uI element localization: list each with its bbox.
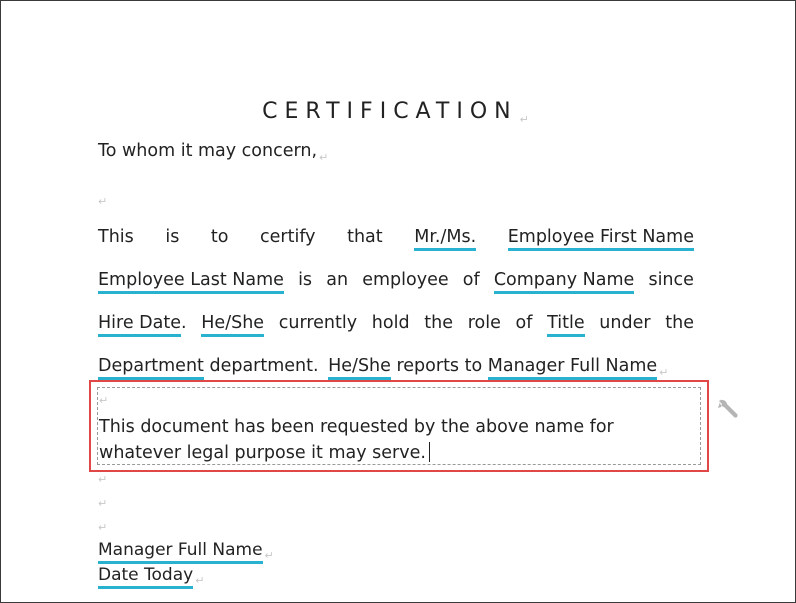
empty-paragraph-mark-icon: ↵ — [98, 195, 108, 208]
word: role — [467, 313, 501, 333]
word: hold — [371, 313, 410, 333]
word: that — [347, 227, 383, 247]
wrench-icon[interactable] — [715, 396, 741, 422]
salutation-field[interactable]: Mr./Ms. — [414, 227, 476, 251]
word: This — [98, 227, 134, 247]
text-cursor — [429, 442, 430, 462]
reports-to-text: reports to — [390, 356, 488, 376]
word: to — [210, 227, 229, 247]
word: since — [648, 270, 694, 290]
employee-last-name-field[interactable]: Employee Last Name — [98, 270, 284, 294]
paragraph-mark-icon: ↵ — [99, 394, 109, 407]
document-title — [1, 99, 796, 126]
hire-date-field[interactable]: Hire Date — [98, 313, 181, 337]
word: under — [599, 313, 651, 333]
paragraph-mark-icon: ↵ — [195, 574, 205, 588]
word: employee — [362, 270, 449, 290]
signature-manager-field[interactable]: Manager Full Name — [98, 540, 263, 564]
purpose-text: This document has been requested by the above name for whatever legal purpose it may serve. — [99, 417, 614, 463]
word: of — [462, 270, 480, 290]
word: the — [424, 313, 453, 333]
title-text: CERTIFICATION — [262, 99, 518, 124]
word: is — [165, 227, 180, 247]
company-name-field[interactable]: Company Name — [494, 270, 634, 294]
empty-paragraph-mark-icon: ↵ — [98, 497, 108, 510]
paragraph-line-3 — [98, 313, 694, 337]
paragraph-mark-icon: ↵ — [319, 150, 329, 164]
purpose-text-paragraph[interactable] — [99, 414, 697, 466]
pronoun-field[interactable]: He/She — [201, 313, 264, 337]
title-field[interactable]: Title — [547, 313, 585, 337]
paragraph-mark-icon: ↵ — [264, 549, 274, 563]
date-today-field[interactable]: Date Today — [98, 565, 193, 589]
word: certify — [260, 227, 316, 247]
paragraph-line-4 — [98, 356, 694, 379]
empty-paragraph-mark-icon: ↵ — [98, 473, 108, 486]
pronoun-field-2[interactable]: He/She — [328, 356, 391, 380]
signature-date-line — [98, 565, 694, 587]
paragraph-line-2 — [98, 270, 694, 294]
department-text: department. — [203, 356, 325, 376]
greeting-text: To whom it may concern, — [98, 141, 318, 161]
signature-manager-line — [98, 540, 694, 562]
word: is — [298, 270, 313, 290]
department-field[interactable]: Department — [98, 356, 204, 380]
period-text: . — [181, 313, 187, 333]
word: an — [326, 270, 349, 290]
hire-date-group — [98, 313, 187, 333]
empty-paragraph-mark-icon: ↵ — [98, 521, 108, 534]
word: currently — [278, 313, 358, 333]
paragraph-line-1 — [98, 227, 694, 251]
paragraph-mark-icon: ↵ — [519, 113, 536, 127]
manager-full-name-field[interactable]: Manager Full Name — [488, 356, 657, 380]
word: of — [515, 313, 533, 333]
employee-first-name-field[interactable]: Employee First Name — [508, 227, 694, 251]
greeting-line — [98, 141, 694, 164]
paragraph-mark-icon: ↵ — [659, 365, 669, 379]
word: the — [665, 313, 694, 333]
purpose-text-box[interactable] — [97, 387, 701, 465]
